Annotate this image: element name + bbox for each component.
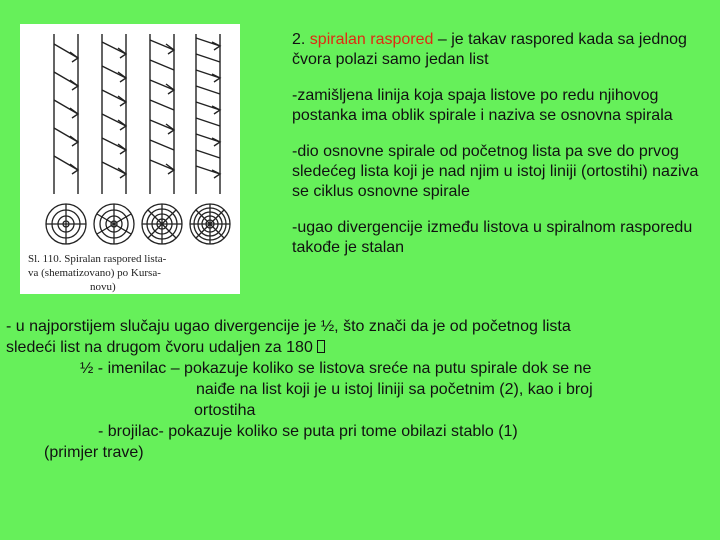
- figure-caption-line3: novu): [90, 281, 116, 293]
- paragraph-spiral-definition: [292, 30, 702, 70]
- figure-caption-line2: va (shematizovano) po Kursa-: [28, 267, 161, 279]
- bottom-line-2-text: sledeći list na drugom čvoru udaljen za 180: [6, 339, 313, 356]
- stem-3: [150, 34, 174, 194]
- bottom-line-4: naiđe na list koji je u istoj liniji sa početnim (2), kao i broj: [196, 381, 593, 398]
- paragraph-spiral-cycle: -dio osnovne spirale od početnog lista pa sve do prvog sledećeg lista koji je nad njim u istoj liniji (ortostihi) naziva se ciklus osnovne spirale: [292, 143, 699, 200]
- divergence-explanation: [6, 316, 706, 463]
- definition-text: [292, 30, 702, 274]
- cross-section-diagrams: [46, 204, 230, 244]
- term-spiral-arrangement: spiralan raspored: [309, 31, 434, 48]
- bottom-line-2: [6, 337, 706, 358]
- stem-1: [54, 34, 78, 194]
- paragraph-divergence-angle: -ugao divergencije između listova u spiralnom rasporedu takođe je stalan: [292, 219, 693, 256]
- definition-rest: – je takav raspored kada sa jednog čvora polazi samo jedan list: [292, 31, 687, 68]
- stem-diagrams: [20, 24, 240, 294]
- bottom-line-3: ½ - imenilac – pokazuje koliko se listova sreće na putu spirale dok se ne: [80, 360, 592, 377]
- spiral-arrangement-figure: [20, 24, 240, 294]
- item-number: 2.: [292, 31, 306, 48]
- bottom-line-6: - brojilac- pokazuje koliko se puta pri tome obilazi stablo (1): [98, 423, 518, 440]
- stem-4: [196, 34, 220, 194]
- missing-glyph-icon: [317, 340, 325, 353]
- bottom-line-5: ortostiha: [194, 402, 256, 419]
- bottom-line-7: (primjer trave): [44, 444, 144, 461]
- bottom-line-1: - u najporstijem slučaju ugao divergencije je ½, što znači da je od početnog lista: [6, 318, 571, 335]
- stem-2: [102, 34, 126, 194]
- paragraph-basic-spiral: -zamišljena linija koja spaja listove po redu njihovog postanka ima oblik spirale i naziva se osnovna spirala: [292, 87, 673, 124]
- figure-caption-line1: Sl. 110. Spiralan raspored lista-: [28, 253, 167, 265]
